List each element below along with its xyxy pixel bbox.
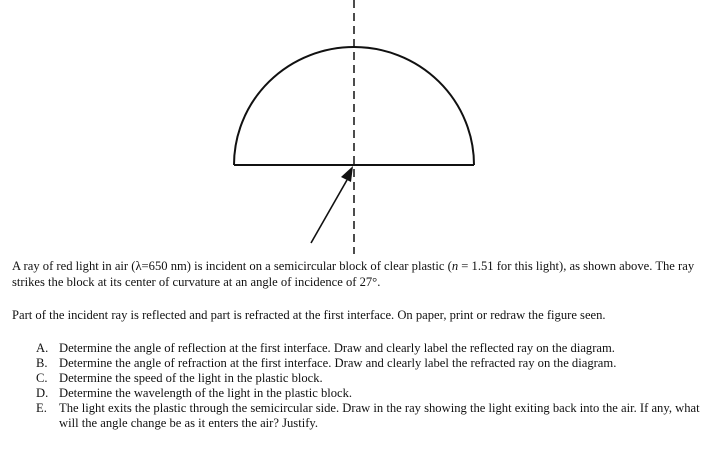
- question-item: [36, 371, 706, 386]
- intro-text-part1: A ray of red light in air (λ=650 nm) is incident on a semicircular block of clear plastic (: [12, 259, 452, 273]
- question-item: [36, 356, 706, 371]
- question-text: Determine the angle of reflection at the first interface. Draw and clearly label the reflected ray on the diagram.: [59, 341, 615, 355]
- incident-ray: [311, 180, 347, 243]
- refractive-index-symbol: n: [451, 259, 459, 273]
- question-item: [36, 386, 706, 401]
- question-text: Determine the angle of refraction at the first interface. Draw and clearly label the refracted ray on the diagram.: [59, 356, 617, 370]
- question-letter: C.: [36, 371, 48, 385]
- instructions-paragraph: Part of the incident ray is reflected and part is refracted at the first interface. On paper, print or redraw the figure seen.: [12, 308, 606, 322]
- incident-ray-arrowhead: [341, 166, 353, 182]
- question-letter: A.: [36, 341, 49, 355]
- intro-text-part2: = 1.51 for this light), as shown above. The ray strikes the block at its center of curvature at an angle of incidence of 27°.: [12, 259, 695, 289]
- problem-intro: [12, 258, 702, 290]
- question-letter: D.: [36, 386, 49, 400]
- question-item: [36, 341, 706, 356]
- question-item: [36, 401, 706, 431]
- question-text: The light exits the plastic through the semicircular side. Draw in the ray showing the light exiting back into the air. If any, what will the angle change be as it enters the air? Justify.: [59, 401, 700, 430]
- question-letter: B.: [36, 356, 48, 370]
- question-text: Determine the speed of the light in the plastic block.: [59, 371, 323, 385]
- question-letter: E.: [36, 401, 47, 415]
- question-list: [36, 341, 706, 431]
- question-text: Determine the wavelength of the light in the plastic block.: [59, 386, 353, 400]
